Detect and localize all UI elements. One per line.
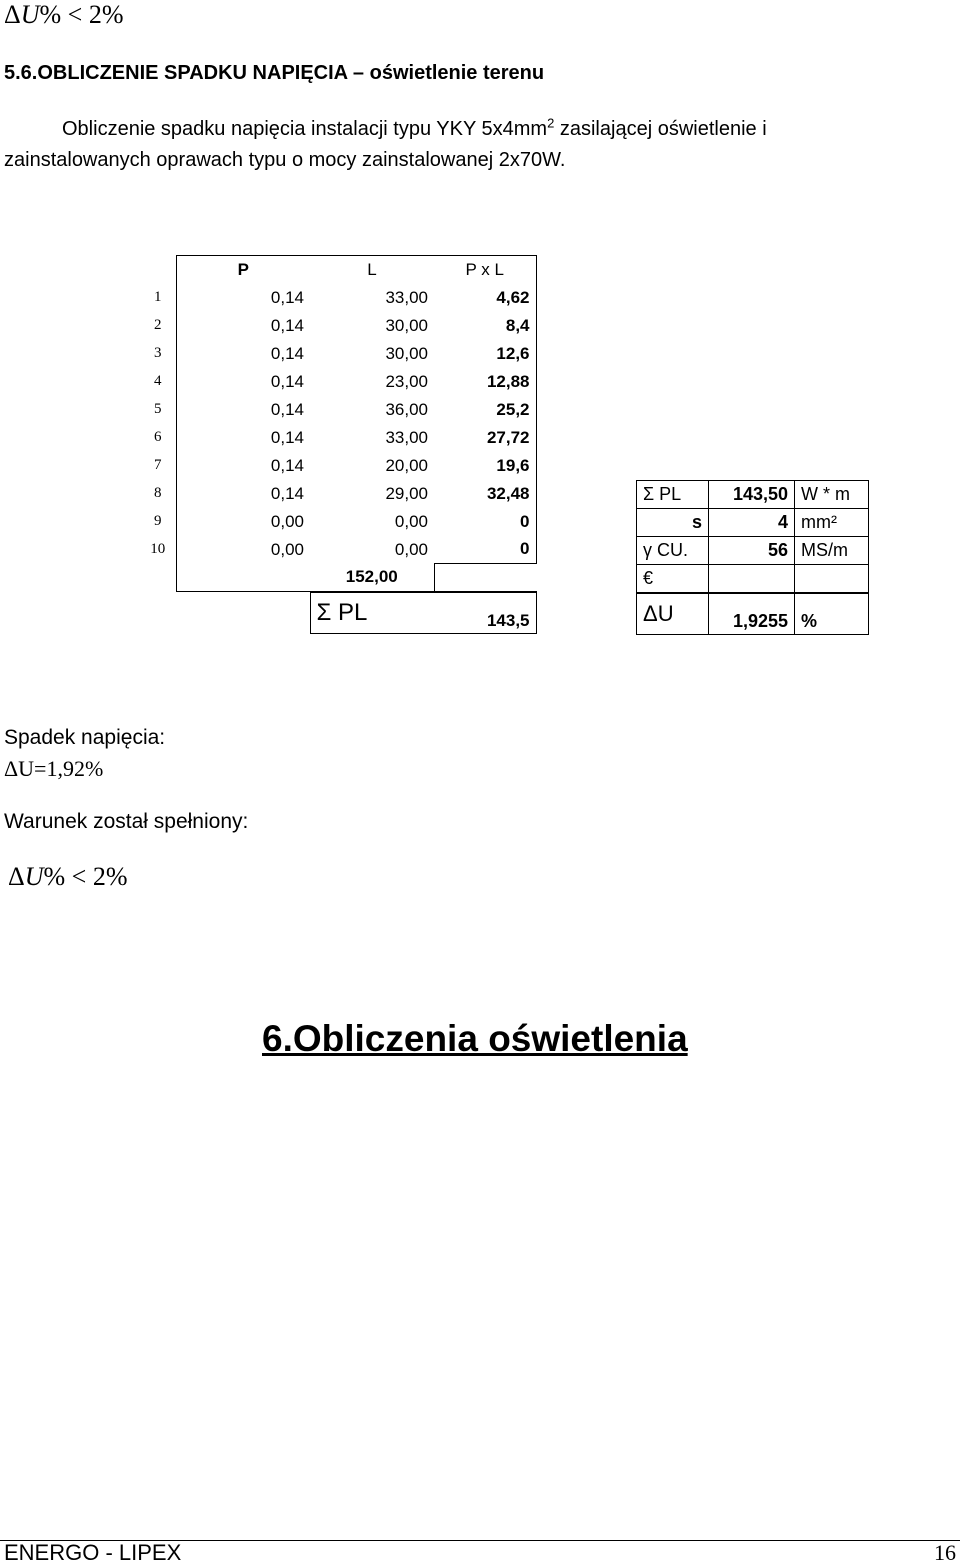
condition-formula [8, 862, 128, 892]
table-row [140, 396, 536, 424]
row-pl: 4,62 [434, 284, 536, 312]
row-index: 2 [154, 317, 162, 333]
result-label: ΔU [637, 593, 709, 635]
row-p: 0,14 [176, 284, 310, 312]
top-formula [4, 0, 124, 30]
row-pl: 12,6 [434, 340, 536, 368]
spadek-value: ΔU=1,92% [4, 756, 104, 781]
table-row [140, 508, 536, 536]
row-l: 23,00 [385, 371, 428, 391]
table-header-row [140, 256, 536, 284]
row-l: 20,00 [385, 455, 428, 475]
section-6-title: 6.Obliczenia oświetlenia [262, 1018, 688, 1059]
spadek-label: Spadek napięcia: [4, 726, 166, 749]
total-pl [434, 564, 536, 592]
sum-p [176, 592, 310, 634]
sum-index [140, 592, 176, 634]
voltage-drop-table [140, 255, 537, 634]
total-p [176, 564, 310, 592]
header-l: L [310, 256, 434, 284]
row-p: 0,00 [176, 536, 310, 564]
row-p: 0,14 [176, 368, 310, 396]
param-unit: MS/m [795, 537, 869, 565]
section-heading: 5.6.OBLICZENIE SPADKU NAPIĘCIA – oświetlenie terenu [4, 62, 545, 84]
table-row [140, 424, 536, 452]
header-p: P [176, 256, 310, 284]
row-pl: 19,6 [434, 452, 536, 480]
row-pl: 25,2 [434, 396, 536, 424]
param-value: 143,50 [709, 481, 795, 509]
delta-symbol: Δ [4, 0, 21, 29]
delta-symbol: Δ [8, 862, 25, 891]
row-pl: 12,88 [434, 368, 536, 396]
row-index: 9 [154, 513, 162, 529]
row-p: 0,14 [176, 424, 310, 452]
row-l: 0,00 [394, 539, 428, 559]
row-l: 29,00 [385, 483, 428, 503]
formula-variable: U [20, 0, 40, 29]
param-label: Σ PL [637, 481, 709, 509]
param-row-conductivity [637, 537, 869, 565]
row-pl: 8,4 [434, 312, 536, 340]
table-row [140, 284, 536, 312]
row-index: 5 [154, 401, 162, 417]
row-pl: 32,48 [434, 480, 536, 508]
row-p: 0,14 [176, 480, 310, 508]
param-label: € [637, 565, 709, 593]
param-row-sum-pl [637, 481, 869, 509]
row-pl: 0 [434, 508, 536, 536]
intro-line-1-text: Obliczenie spadku napięcia instalacji typu YKY 5x4mm [62, 118, 548, 140]
total-row [140, 564, 536, 592]
row-l: 33,00 [385, 427, 428, 447]
row-p: 0,14 [176, 452, 310, 480]
sum-value: 143,5 [434, 592, 536, 634]
row-l: 0,00 [394, 511, 428, 531]
result-unit: % [795, 593, 869, 635]
row-p: 0,14 [176, 312, 310, 340]
row-index: 7 [154, 457, 162, 473]
param-row-result [637, 593, 869, 635]
formula-variable: U [24, 862, 44, 891]
row-p: 0,14 [176, 396, 310, 424]
intro-line-1 [62, 115, 767, 141]
row-index: 3 [154, 345, 162, 361]
param-row-section [637, 509, 869, 537]
intro-superscript: 2 [547, 115, 555, 131]
table-row [140, 340, 536, 368]
table-row [140, 368, 536, 396]
param-row-symbol [637, 565, 869, 593]
sum-label: Σ PL [310, 592, 434, 634]
row-p: 0,14 [176, 340, 310, 368]
header-pl: P x L [434, 256, 536, 284]
footer-company: ENERGO - LIPEX [4, 1540, 182, 1565]
row-index: 6 [154, 429, 162, 445]
param-label: s [637, 509, 709, 537]
header-index [140, 256, 176, 284]
row-l: 30,00 [385, 315, 428, 335]
table-row [140, 312, 536, 340]
param-label: γ CU. [637, 537, 709, 565]
row-pl: 0 [434, 536, 536, 564]
intro-line-2: zainstalowanych oprawach typu o mocy zainstalowanej 2x70W. [4, 149, 566, 171]
table-row [140, 536, 536, 564]
param-unit: W * m [795, 481, 869, 509]
total-index [140, 564, 176, 592]
param-unit: mm² [795, 509, 869, 537]
table-row [140, 480, 536, 508]
row-l: 36,00 [385, 399, 428, 419]
row-p: 0,00 [176, 508, 310, 536]
row-index: 4 [154, 373, 162, 389]
param-value: 4 [709, 509, 795, 537]
formula-rest: % < 2% [43, 862, 128, 891]
intro-line-1-end: zasilającej oświetlenie i [554, 118, 767, 140]
param-unit [795, 565, 869, 593]
table-row [140, 452, 536, 480]
param-value [709, 565, 795, 593]
row-l: 33,00 [385, 287, 428, 307]
result-value: 1,9255 [709, 593, 795, 635]
row-l: 30,00 [385, 343, 428, 363]
sum-row [140, 592, 536, 634]
total-length: 152,00 [310, 564, 434, 592]
page-number: 16 [934, 1540, 956, 1565]
param-value: 56 [709, 537, 795, 565]
formula-rest: % < 2% [39, 0, 124, 29]
row-index: 10 [150, 541, 166, 557]
parameters-table [636, 480, 869, 635]
row-index: 8 [154, 485, 162, 501]
row-pl: 27,72 [434, 424, 536, 452]
warunek-label: Warunek został spełniony: [4, 810, 249, 833]
row-index: 1 [154, 289, 162, 305]
